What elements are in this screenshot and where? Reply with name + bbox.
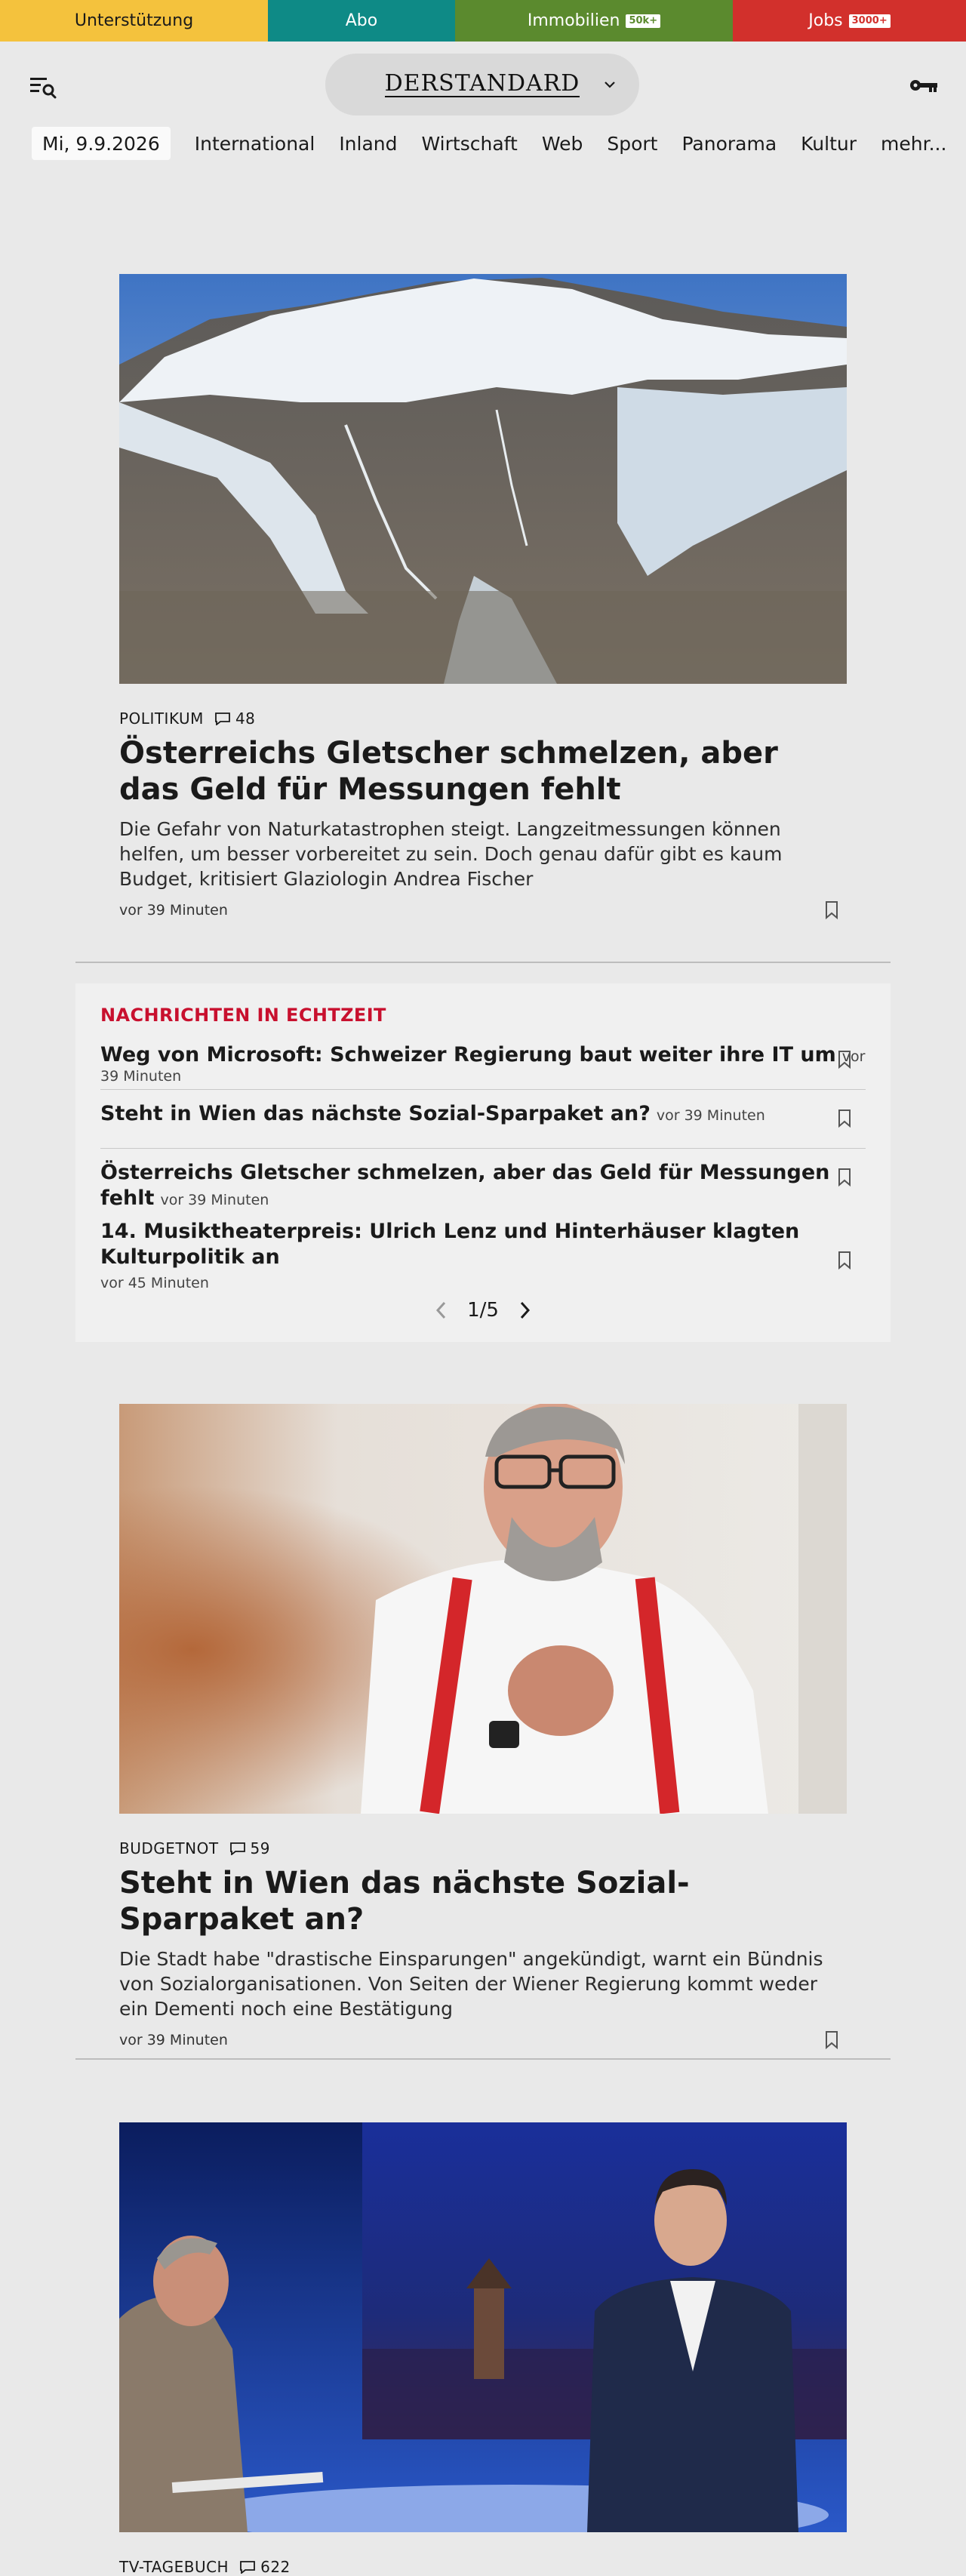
article-image-portrait[interactable]	[119, 1404, 847, 1814]
list-divider	[100, 1148, 866, 1149]
nav-item-wirtschaft[interactable]: Wirtschaft	[421, 132, 518, 155]
live-news-headline: Weg von Microsoft: Schweizer Regierung baut weiter ihre IT um	[100, 1043, 836, 1066]
live-news-headline: Steht in Wien das nächste Sozial-Sparpaket an?	[100, 1102, 651, 1125]
kicker-label: TV-TAGEBUCH	[119, 2558, 229, 2576]
article-teaser[interactable]	[119, 274, 847, 920]
kicker-label: POLITIKUM	[119, 709, 204, 728]
portrait-image	[119, 1404, 847, 1814]
glacier-image	[119, 274, 847, 684]
article-headline[interactable]: Österreichs Gletscher schmelzen, aber das Geld für Messungen fehlt	[119, 736, 778, 807]
bookmark-icon[interactable]	[837, 1050, 852, 1069]
article-teaser[interactable]	[119, 2122, 847, 2576]
abo-link[interactable]	[268, 0, 455, 42]
kicker-label: BUDGETNOT	[119, 1839, 219, 1857]
article-lead: Die Stadt habe "drastische Einsparungen" angekündigt, warnt ein Bündnis von Sozialorganisationen. Von Seiten der Wiener Regierung kommt weder ein Dementi noch eine Bestätigung	[119, 1948, 823, 2020]
live-news-title: NACHRICHTEN IN ECHTZEIT	[100, 1005, 386, 1026]
article-kicker	[119, 709, 847, 728]
support-label: Unterstützung	[74, 11, 194, 30]
live-news-item[interactable]	[100, 1219, 866, 1291]
article-teaser[interactable]	[119, 1404, 847, 2050]
live-news-box	[75, 983, 891, 1342]
live-news-headline: Österreichs Gletscher schmelzen, aber das Geld für Messungen fehlt	[100, 1161, 830, 1210]
article-kicker	[119, 2558, 847, 2576]
live-news-time: vor 39 Minuten	[656, 1107, 765, 1124]
immobilien-link[interactable]	[455, 0, 733, 42]
menu-search-icon[interactable]	[29, 73, 59, 100]
comment-count-value: 622	[260, 2558, 291, 2576]
jobs-count-badge: 3000+	[849, 14, 891, 28]
tv-studio-image	[119, 2122, 847, 2532]
comment-count[interactable]	[229, 1839, 270, 1857]
immobilien-label: Immobilien	[527, 11, 620, 30]
list-divider	[100, 1089, 866, 1090]
date-chip: Mi, 9.9.2026	[32, 127, 171, 160]
comment-icon	[239, 2560, 256, 2574]
live-news-item[interactable]	[100, 1101, 866, 1127]
nav-item-inland[interactable]: Inland	[339, 132, 398, 155]
nav-item-kultur[interactable]: Kultur	[801, 132, 857, 155]
immobilien-count-badge: 50k+	[626, 14, 660, 28]
jobs-link[interactable]	[733, 0, 966, 42]
site-logo: DERSTANDARD	[384, 70, 580, 97]
comment-count[interactable]	[214, 709, 255, 728]
pager-position: 1/5	[467, 1299, 499, 1322]
jobs-label: Jobs	[808, 11, 843, 30]
bookmark-icon[interactable]	[837, 1168, 852, 1187]
article-lead: Die Gefahr von Naturkatastrophen steigt. Langzeitmessungen können helfen, um besser vorbereitet zu sein. Doch genau dafür gibt es kaum Budget, kritisiert Glaziologin Andrea Fischer	[119, 818, 783, 890]
chevron-down-icon	[603, 78, 617, 91]
comment-icon	[214, 712, 231, 725]
live-news-time: vor 45 Minuten	[100, 1275, 209, 1291]
article-timestamp: vor 39 Minuten	[119, 2032, 228, 2048]
chevron-right-icon[interactable]	[518, 1300, 531, 1320]
chevron-left-icon[interactable]	[435, 1300, 448, 1320]
bookmark-icon[interactable]	[837, 1109, 852, 1128]
live-news-item[interactable]	[100, 1160, 866, 1211]
abo-label: Abo	[345, 11, 378, 30]
service-bar	[0, 0, 966, 42]
comment-count-value: 48	[235, 709, 256, 728]
live-news-time: vor 39 Minuten	[160, 1192, 269, 1208]
nav-item-sport[interactable]: Sport	[607, 132, 658, 155]
article-timestamp: vor 39 Minuten	[119, 902, 228, 919]
comment-count-value: 59	[250, 1839, 270, 1857]
nav-item-more[interactable]: mehr...	[881, 132, 947, 155]
bookmark-icon[interactable]	[837, 1251, 852, 1270]
section-nav	[32, 127, 946, 160]
nav-item-international[interactable]: International	[194, 132, 315, 155]
comment-count[interactable]	[239, 2558, 291, 2576]
nav-item-web[interactable]: Web	[541, 132, 583, 155]
live-news-pager	[75, 1299, 891, 1322]
section-divider	[75, 2058, 891, 2060]
nav-item-panorama[interactable]: Panorama	[681, 132, 777, 155]
bookmark-icon[interactable]	[824, 2030, 839, 2050]
article-kicker	[119, 1839, 847, 1857]
comment-icon	[229, 1842, 246, 1855]
article-image-glacier[interactable]	[119, 274, 847, 684]
support-link[interactable]	[0, 0, 268, 42]
bookmark-icon[interactable]	[824, 900, 839, 920]
live-news-item[interactable]	[100, 1042, 866, 1085]
article-headline[interactable]: Steht in Wien das nächste Sozial-Sparpaket an?	[119, 1866, 690, 1937]
article-image-tv-studio[interactable]	[119, 2122, 847, 2532]
live-news-time: vor 39 Minuten	[100, 1048, 866, 1085]
login-key-icon[interactable]	[909, 75, 939, 96]
section-divider	[75, 962, 891, 963]
logo-switcher[interactable]	[325, 54, 639, 115]
site-header	[0, 42, 966, 128]
live-news-headline: 14. Musiktheaterpreis: Ulrich Lenz und Hinterhäuser klagten Kulturpolitik an	[100, 1220, 800, 1269]
